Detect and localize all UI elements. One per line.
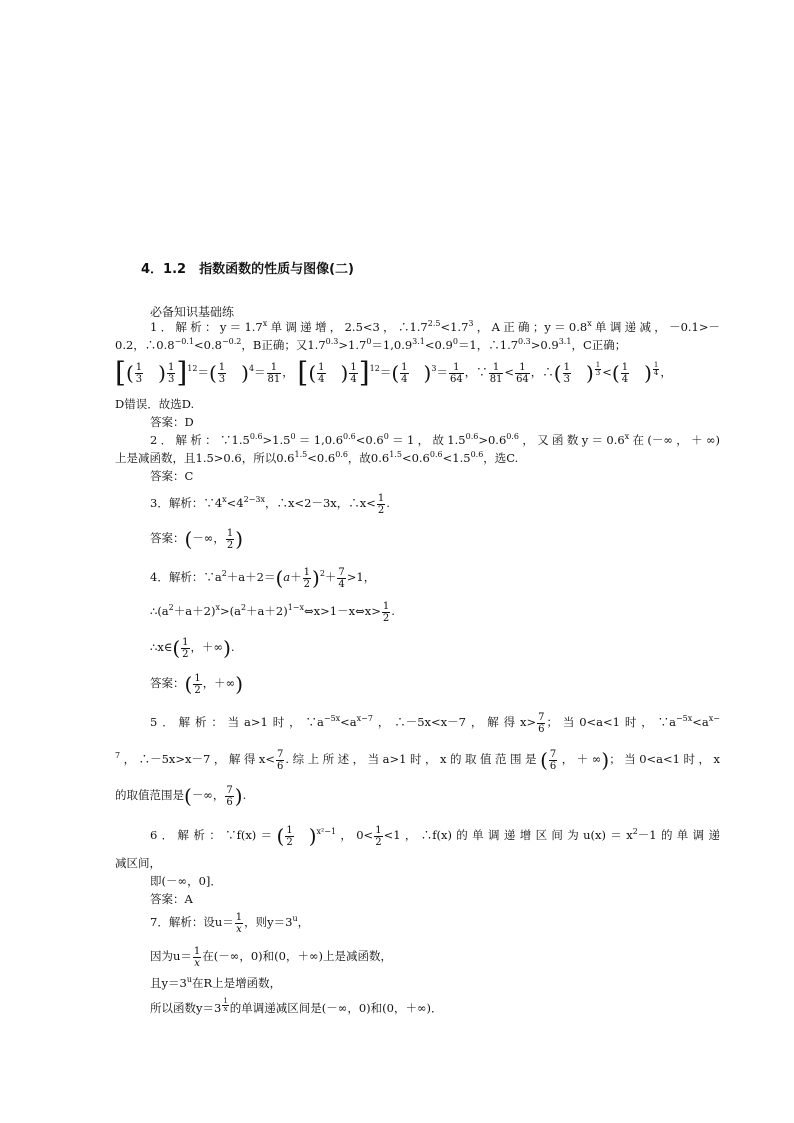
q1-line-1: 1．解析：$y=1.7^x$单调递增，2.5<3，$\therefore 1.7^{2.5}<1.7^3$，A正确；$y=0.8^x$单调递减，－0.1>－ <box>150 319 721 334</box>
q6-line-2: 减区间， <box>115 856 161 870</box>
q3-answer: 答案：(－∞， $\frac{1}{2}$ ) <box>150 527 244 551</box>
q2-answer: 答案：C <box>150 469 194 483</box>
q4-line-2: $\therefore(a^2+a+2)^x>(a^2+a+2)^{1-x}\Leftrightarrow x>1-x\Leftrightarrow x>$ $\frac{1}{2}$ . <box>150 600 395 624</box>
q7-line-3: 且$y=3^u$在R上是增函数， <box>150 975 282 990</box>
q7-line-2: 因为u＝ $\frac{1}{x}$ 在(－∞，0)和(0，＋∞)上是减函数， <box>150 945 393 969</box>
q5-line-3: 的取值范围是(－∞， $\frac{7}{6}$ ). <box>115 784 247 808</box>
q6-line-3: 即(－∞，0]． <box>150 874 222 888</box>
q5-line-2: $^7$，∴－5x>x－7，解得x< $\frac{7}{6}$ .综上所述，当a>1时，x的取值范围是( $\frac{7}{6}$ ，＋∞)；当0<a<1时，x <box>115 748 720 772</box>
q4-answer: 答案：( $\frac{1}{2}$ ，＋∞) <box>150 672 244 696</box>
q1-math-line: [( $\frac{1}{3}$ ) $\frac{1}{3}$ ]$^{12}$＝( $\frac{1}{3}$ )$^4$＝ $\frac{1}{81}$ ， [( $\frac{1}{4}$ ) $\frac{1}{4}$ ]$^{12}$＝( $\frac{1}{4}$ )$^3$＝ $\frac{1}{64}$ ，∵ $\frac{1}{81}$ < $\frac{1}{64}$ ，∴( $\frac{1}{3}$ ) $^{\frac{1}{3}}$ <( $\frac{1}{4}$ ) $^{\frac{1}{4}}$ ， <box>115 356 672 389</box>
q7-line-4: 所以函数y＝3 $^{\frac{1}{x}}$ 的单调递减区间是(－∞，0)和(0，＋∞)． <box>150 996 443 1015</box>
q4-line-1: 4．解析：$\because a^2+a+2=(a+$ $\frac{1}{2}$ )$^2$＋ $\frac{7}{4}$ >1， <box>150 566 376 590</box>
q2-line-1: 2．解析：$\because 1.5^{0.6}>1.5^0=1,0.6^{0.6}<0.6^0=1$，故$1.5^{0.6}>0.6^{0.6}$，又函数$y=0.6^x$在(－∞，＋∞) <box>150 432 721 447</box>
q3-line: 3．解析：$\because 4^x<4^{2-3x}$，∴x<2－3x，∴x< $\frac{1}{2}$ . <box>150 492 390 516</box>
q1-line-2: 0.2，$\therefore 0.8^{-0.1}<0.8^{-0.2}$，B正确；又$1.7^{0.3}>1.7^0=1,0.9^{3.1}<0.9^0=1$，$\therefore 1.7^{0.3}>0.9^{3.1}$，C正确； <box>115 337 627 352</box>
section-title: 4．1.2 指数函数的性质与图像(二) <box>141 262 354 277</box>
q5-line-1: 5．解析：当a>1时，$\because a^{-5x}<a^{x-7}$，∴－5x<x－7，解得x> $\frac{7}{6}$ ；当0<a<1时，$\because a^{-5x}<a^{x-}$ <box>150 711 720 735</box>
q2-line-2: 上是减函数，且1.5>0.6，所以$0.6^{1.5}<0.6^{0.6}$，故$0.6^{1.5}<0.6^{0.6}<1.5^{0.6}$，选C. <box>115 450 519 465</box>
subheading: 必备知识基础练 <box>150 305 235 319</box>
q6-answer: 答案：A <box>150 892 193 906</box>
q1-conclusion: D错误．故选D. <box>115 397 195 411</box>
q7-line-1: 7．解析：设u＝ $\frac{1}{x}$ ，则$y=3^u$， <box>150 911 310 935</box>
q6-line-1: 6．解析：∵f(x)＝( $\frac{1}{2}$ )$^{x^2-1}$，0< $\frac{1}{2}$ <1，∴f(x)的单调递增区间为$u(x)=x^2-1$的单调递 <box>150 824 721 848</box>
q1-answer: 答案：D <box>150 415 194 429</box>
q4-line-3: ∴x∈( $\frac{1}{2}$ ，＋∞). <box>150 636 235 660</box>
